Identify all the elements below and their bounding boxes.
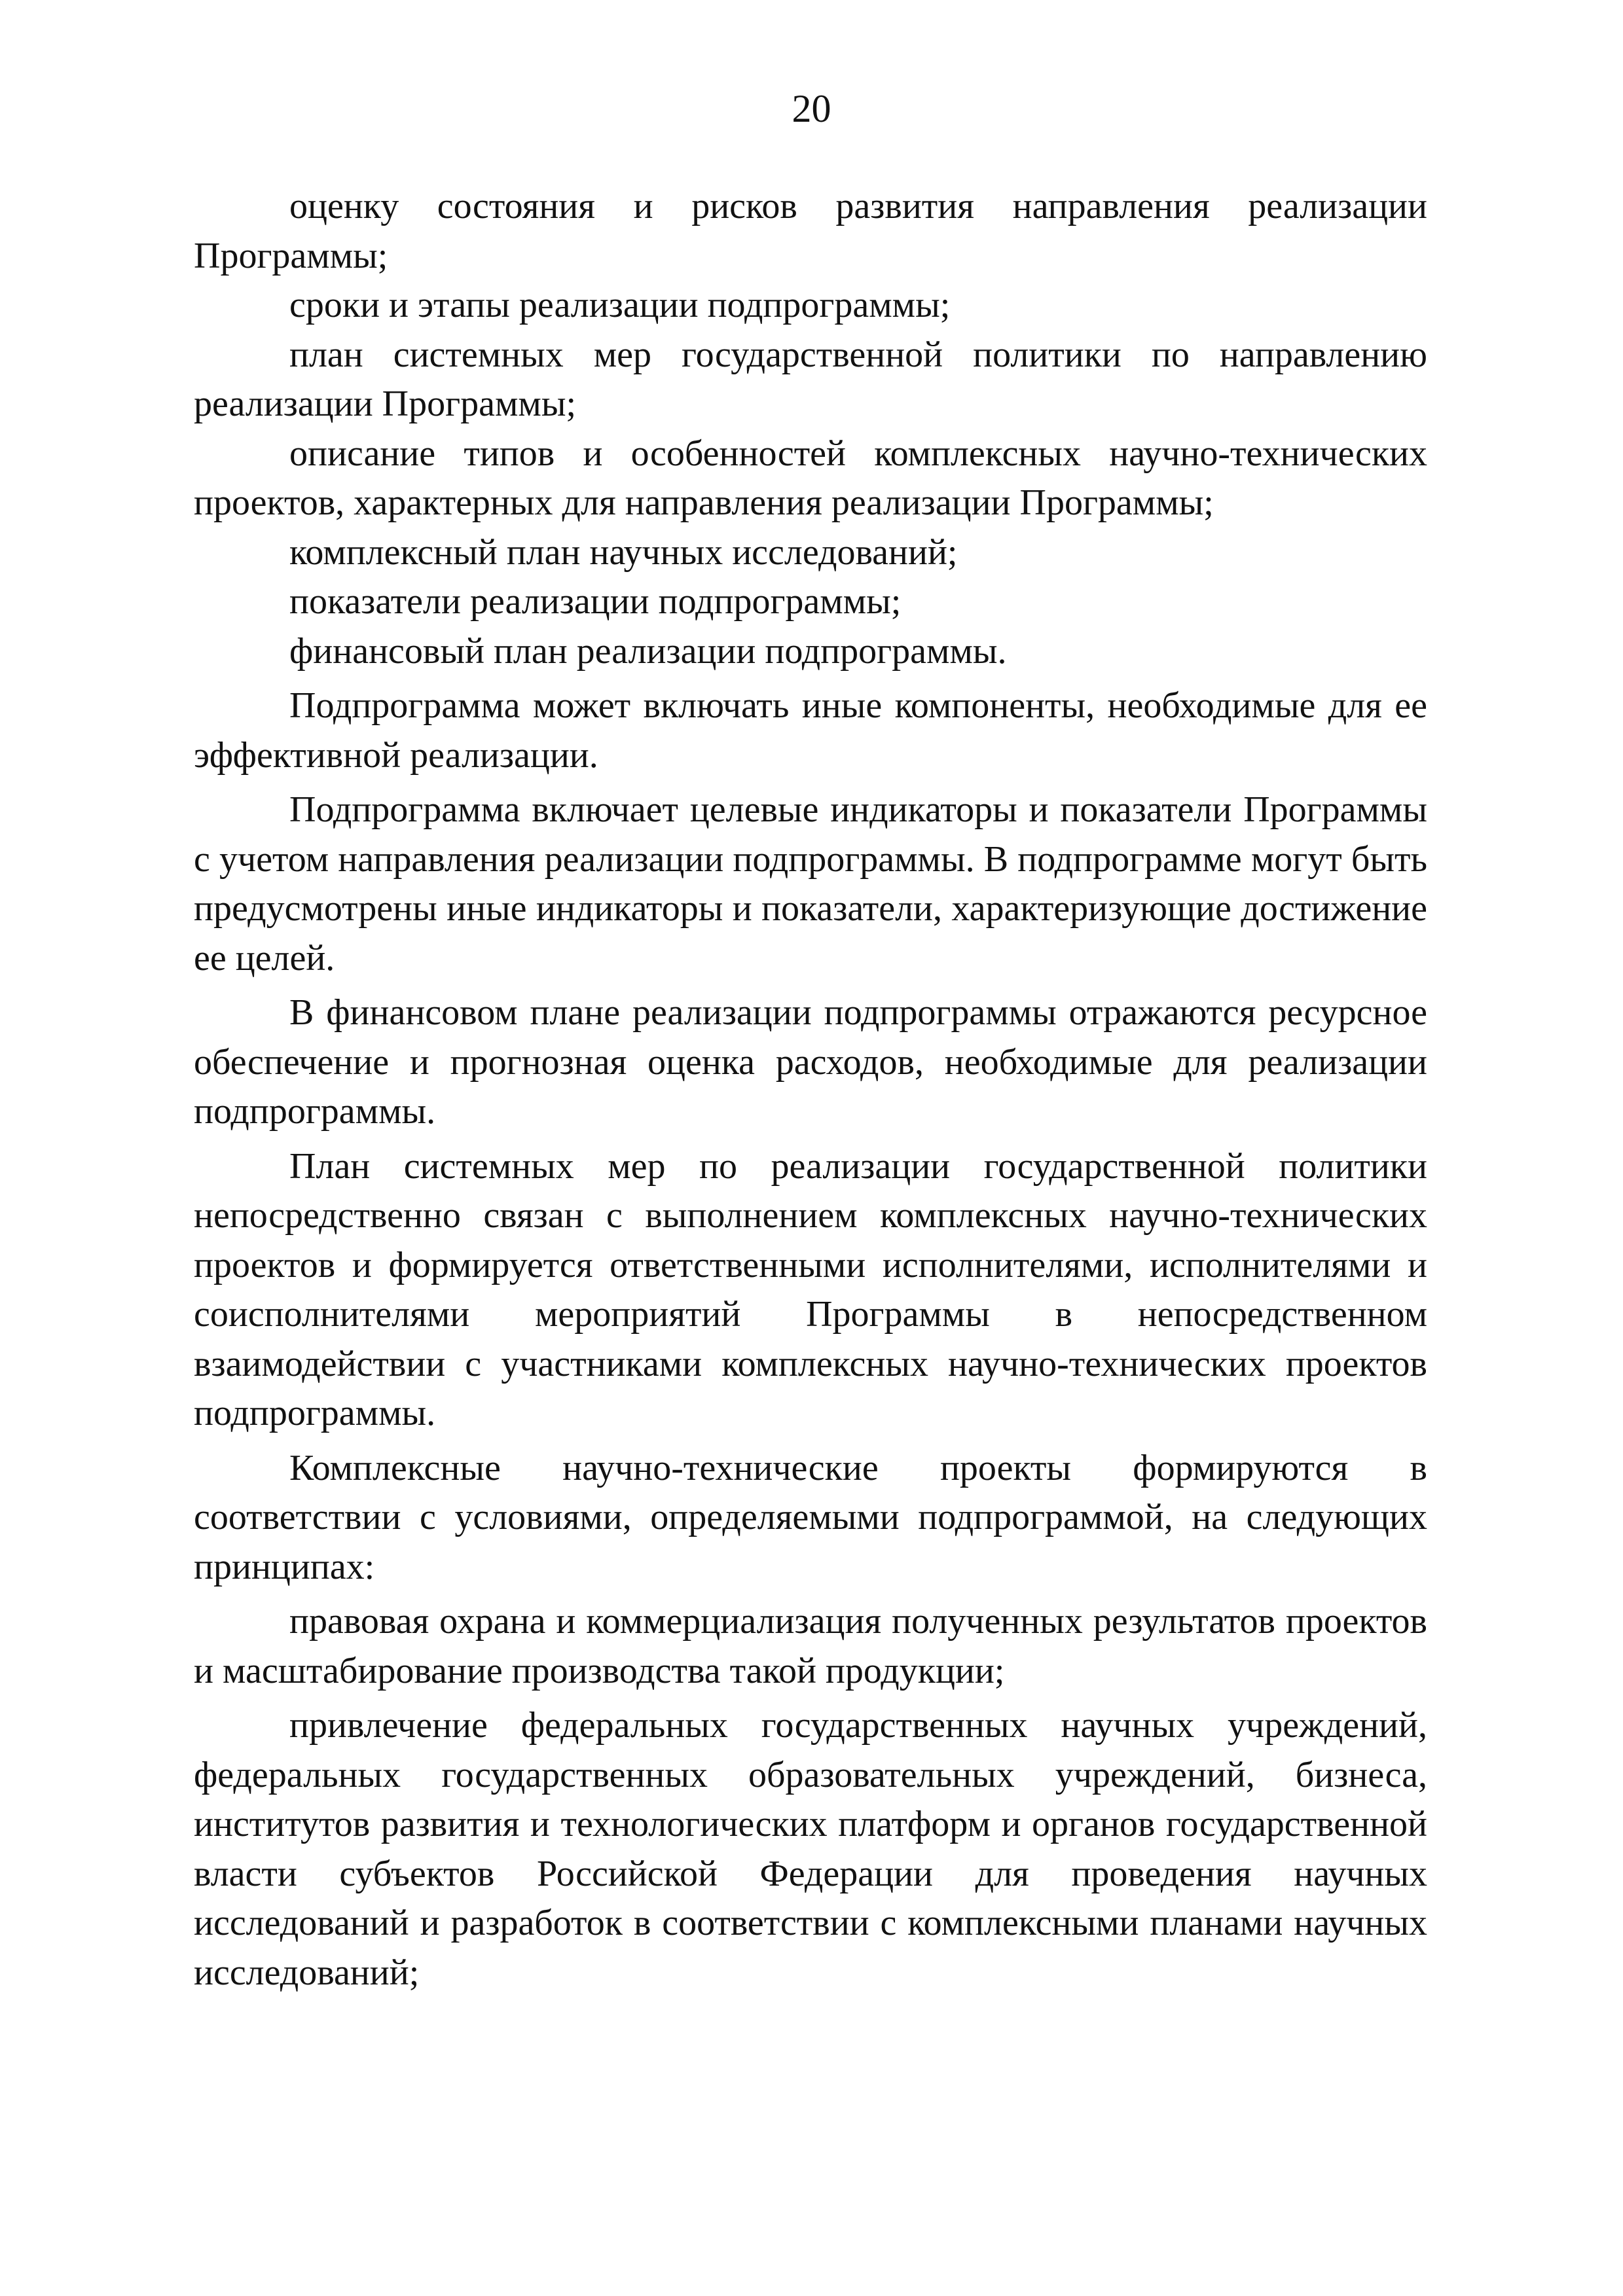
paragraph-14: привлечение федеральных государственных научных учреждений, федеральных государственных образовательных учреждений, бизнеса, институтов развития и технологических платформ и органов государственной власти субъектов Российской Федерации для проведения научных исследований и разработок в соответствии с комплексными планами научных исследований; xyxy=(194,1705,1427,1993)
paragraph-2: сроки и этапы реализации подпрограммы; xyxy=(289,285,951,325)
paragraph-13: правовая охрана и коммерциализация полученных результатов проектов и масштабирование производства такой продукции; xyxy=(194,1601,1427,1691)
paragraph-11: План системных мер по реализации государственной политики непосредственно связан с выполнением комплексных научно-технических проектов и формируется ответственными исполнителями, исполнителями и соисполнителями мероприятий Программы в непосредственном взаимодействии с участниками комплексных научно-технических проектов подпрограммы. xyxy=(194,1145,1427,1433)
paragraph-4: описание типов и особенностей комплексных научно-технических проектов, характерных для направления реализации Программы; xyxy=(194,433,1427,523)
paragraph-8: Подпрограмма может включать иные компоненты, необходимые для ее эффективной реализации. xyxy=(194,685,1427,776)
paragraph-9: Подпрограмма включает целевые индикаторы и показатели Программы с учетом направления реализации подпрограммы. В подпрограмме могут быть предусмотрены иные индикаторы и показатели, характеризующие достижение ее целей. xyxy=(194,789,1427,978)
paragraph-7: финансовый план реализации подпрограммы. xyxy=(289,630,1007,672)
paragraph-1: оценку состояния и рисков развития направления реализации Программы; xyxy=(194,186,1427,276)
paragraph-3: план системных мер государственной политики по направлению реализации Программы; xyxy=(194,334,1427,424)
paragraph-5: комплексный план научных исследований; xyxy=(289,531,958,573)
document-body xyxy=(194,182,1427,1998)
paragraph-12: Комплексные научно-технические проекты формируются в соответствии с условиями, определяемыми подпрограммой, на следующих принципах: xyxy=(194,1447,1427,1587)
page-number: 20 xyxy=(792,87,831,130)
paragraph-10: В финансовом плане реализации подпрограммы отражаются ресурсное обеспечение и прогнозная оценка расходов, необходимые для реализации подпрограммы. xyxy=(194,992,1427,1132)
paragraph-6: показатели реализации подпрограммы; xyxy=(289,581,902,622)
